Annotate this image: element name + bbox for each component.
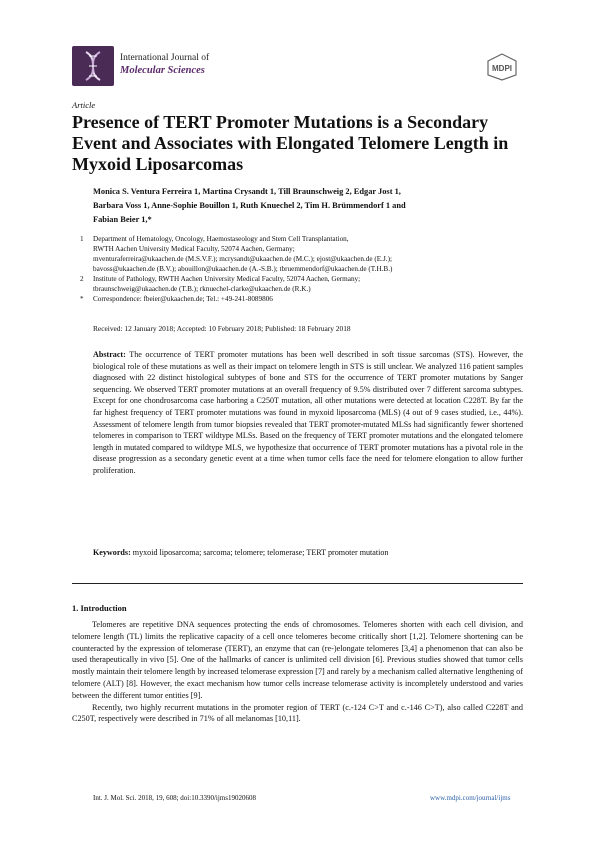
authors-line3: Fabian Beier 1,* [93, 215, 152, 224]
keywords-text: myxoid liposarcoma; sarcoma; telomere; telomerase; TERT promoter mutation [132, 548, 389, 557]
author-list [93, 185, 523, 227]
keywords [93, 548, 523, 557]
authors-line1: Monica S. Ventura Ferreira 1, Martina Crysandt 1, Till Braunschweig 2, Edgar Jost 1, [93, 187, 401, 196]
paper-title: Presence of TERT Promoter Mutations is a Secondary Event and Associates with Elongated Telomere Length in Myxoid Liposarcomas [72, 112, 509, 174]
footer-journal-link[interactable]: www.mdpi.com/journal/ijms [430, 794, 511, 802]
affiliation-row: bavoss@ukaachen.de (B.V.); abouillon@ukaachen.de (A.-S.B.); tbruemmendorf@ukaachen.de (T.H.B.) [93, 265, 393, 273]
affiliation-row: 2 Institute of Pathology, RWTH Aachen University Medical Faculty, 52074 Aachen, Germany; [80, 275, 361, 283]
authors-line2: Barbara Voss 1, Anne-Sophie Bouillon 1, Ruth Knuechel 2, Tim H. Brümmendorf 1 and [93, 201, 406, 210]
affiliation-text: Department of Hematology, Oncology, Haemostaseology and Stem Cell Transplantation, [93, 235, 349, 243]
affiliation-number: 1 [80, 235, 84, 243]
affiliation-row: RWTH Aachen University Medical Faculty, 52074 Aachen, Germany; [93, 245, 295, 253]
publication-dates: Received: 12 January 2018; Accepted: 10 February 2018; Published: 18 February 2018 [93, 324, 351, 333]
article-type: Article [72, 100, 96, 110]
abstract-label: Abstract: [93, 350, 126, 359]
paragraph: Telomeres are repetitive DNA sequences protecting the ends of chromosomes. Telomeres shorten with each cell division, and telomere length (TL) limits the replicative capacity of a cell once telomeres become critically short [1,2]. Telomere shortening can be counteracted by the expression of telomerase (TERT), an enzyme that can (re-)elongate telomeres [3,4] a phenomenon that can also be used therapeutically in vivo [5]. One of the hallmarks of cancer is unlimited cell division [6]. Previous studies showed that tumor cells mostly maintain their telomere length by increased telomerase expression [7] and rarely by a mechanism called alternative lengthening of telomere (ALT) [8]. However, the exact mechanism how tumor cells increase telomerase activity is incompletely understood and varies between the different tumor entities [9]. [72, 620, 523, 700]
dna-icon [72, 46, 114, 86]
journal-logo [72, 46, 114, 86]
publisher-text: MDPI [492, 64, 512, 73]
affiliation-row: mventuraferreira@ukaachen.de (M.S.V.F.); mcrysandt@ukaachen.de (M.C.); ejost@ukaachen.de (E.J.); [93, 255, 392, 263]
journal-name-line1: International Journal of [120, 53, 210, 63]
journal-name-line2: Molecular Sciences [120, 65, 205, 76]
affiliation-row [80, 234, 540, 244]
mdpi-logo [486, 53, 518, 81]
affiliation-row: tbraunschweig@ukaachen.de (T.B.); rknuechel-clarke@ukaachen.de (R.K.) [93, 285, 311, 293]
affiliations [80, 234, 540, 304]
paragraph: Recently, two highly recurrent mutations in the promoter region of TERT (c.-124 C>T and c.-146 C>T), also called C228T and C250T, respectively were described in 71% of all melanomas [10,11]. [72, 702, 523, 724]
footer-citation: Int. J. Mol. Sci. 2018, 19, 608; doi:10.3390/ijms19020608 [93, 794, 256, 802]
keywords-label: Keywords: [93, 548, 131, 557]
abstract [93, 349, 523, 477]
abstract-text: The occurrence of TERT promoter mutations has been well described in soft tissue sarcomas (STS). However, the biological role of these mutations as well as their impact on telomere length in STS is still unclear. We analyzed 116 patient samples diagnosed with 22 distinct histological subtypes of bone and STS for the occurrence of TERT promoter mutations by Sanger sequencing. We observed TERT promoter mutations at an overall frequency of 9.5% distributed over 7 different sarcoma subtypes. Except for one chondrosarcoma case harboring a C250T mutation, all other mutations were detected at location C228T. By far the far highest frequency of TERT promoter mutations was found in myxoid liposarcoma (MLS) (4 out of 9 cases studied, i.e., 44%). Assessment of telomere length from tumor biopsies revealed that TERT promoter-mutated MLSs had significantly fewer shortened telomeres in comparison to TERT wildtype MLSs. Based on the frequency of TERT promoter mutations and the elongated telomere length in mutated compared to wildtype MLS, we hypothesize that occurrence of TERT promoter mutations has a pivotal role in the disease progression as a secondary genetic event at a time when tumor cells face the need for telomere elongation to allow further proliferation. [93, 350, 523, 475]
section-title: 1. Introduction [72, 603, 127, 613]
body-text [72, 619, 523, 725]
correspondence-row: * Correspondence: fbeier@ukaachen.de; Tel.: +49-241-8089806 [80, 295, 273, 303]
divider [72, 583, 523, 584]
